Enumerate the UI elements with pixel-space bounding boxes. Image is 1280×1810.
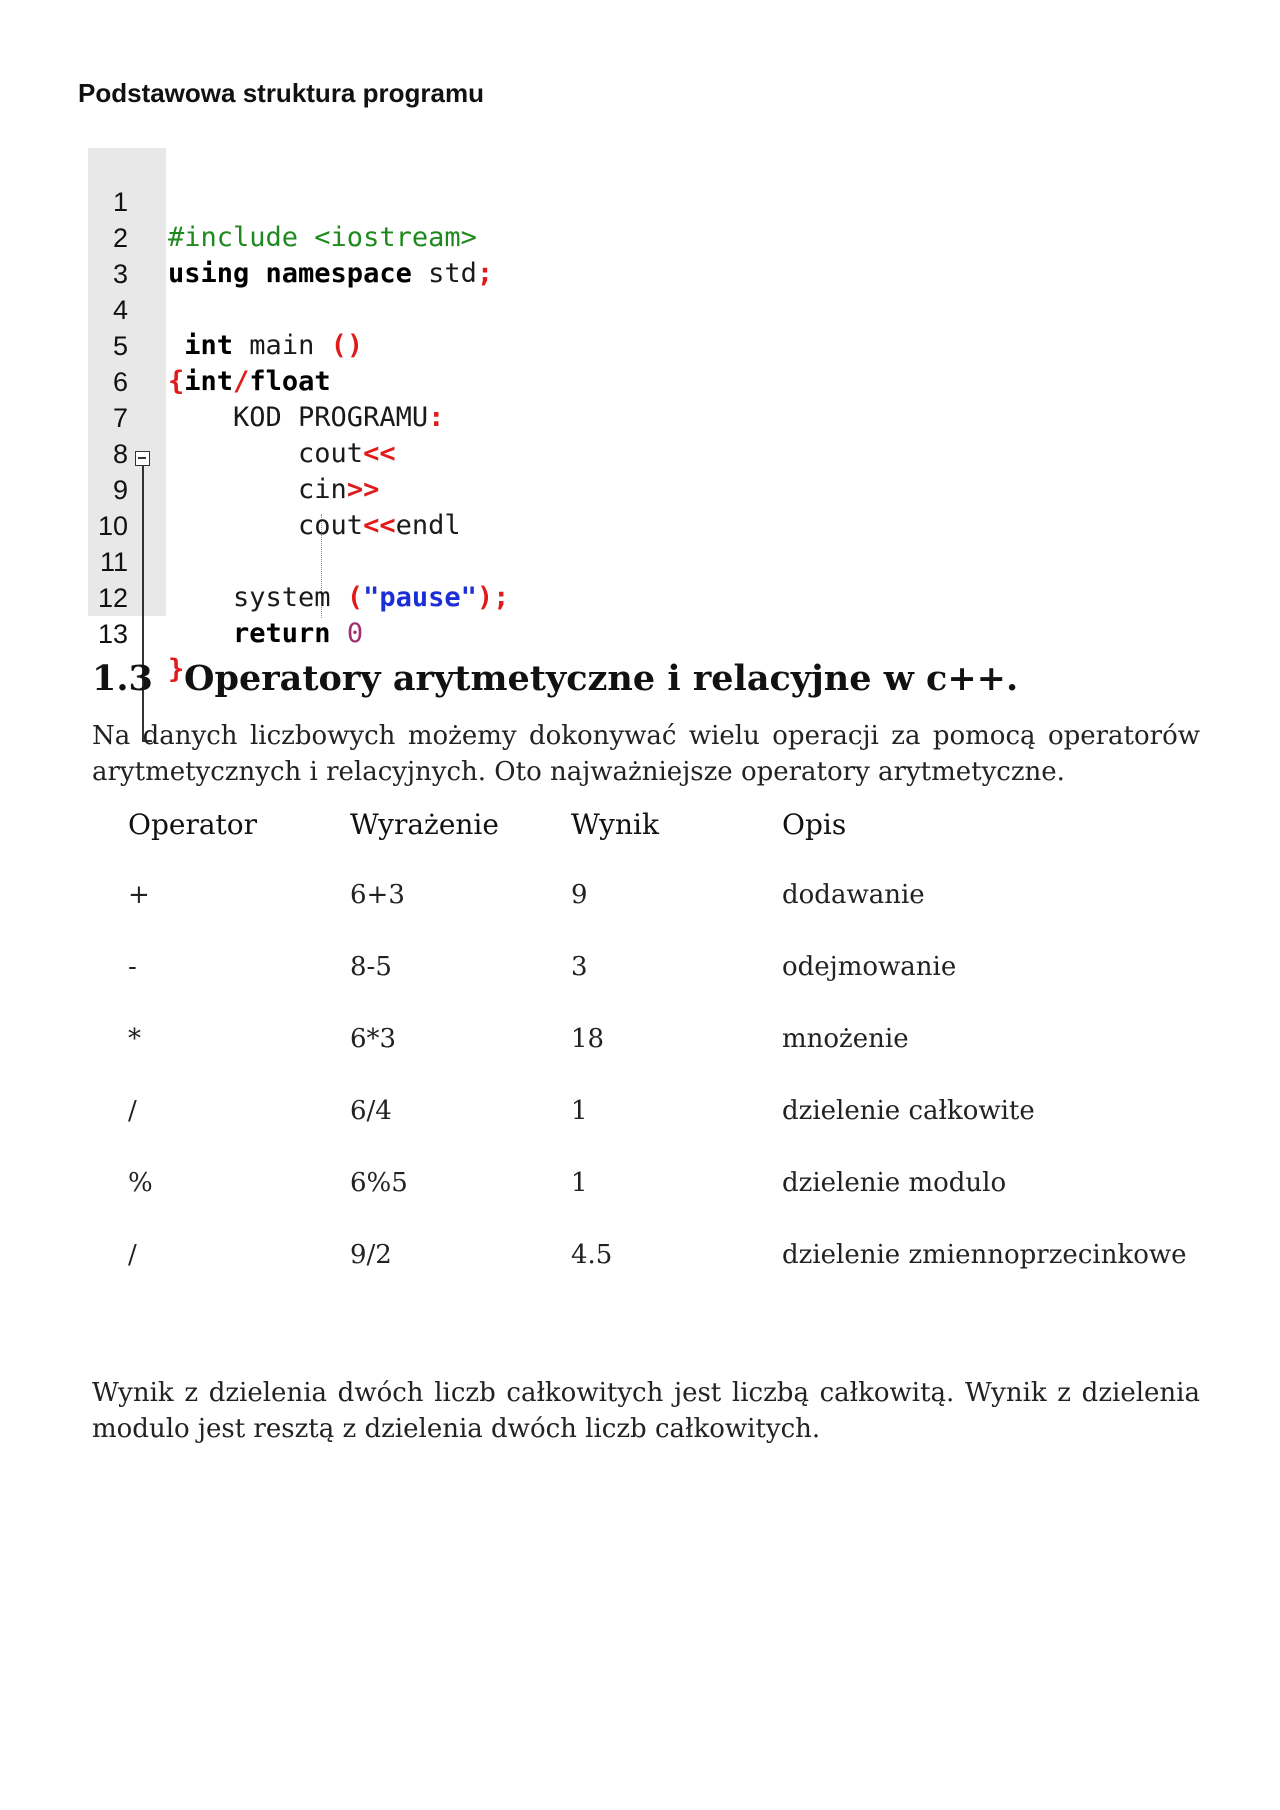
table-row — [128, 1168, 1228, 1208]
table-row — [128, 880, 1228, 920]
section-heading — [92, 658, 1018, 699]
closing-paragraph: Wynik z dzielenia dwóch liczb całkowitych jest liczbą całkowitą. Wynik z dzielenia modulo jest resztą z dzielenia dwóch liczb całkowitych. — [92, 1378, 1200, 1444]
table-row — [128, 1240, 1228, 1280]
code-text: cin>> — [168, 474, 380, 505]
code-text: system ("pause"); — [168, 582, 510, 613]
table-cell: 8-5 — [350, 952, 392, 982]
code-text: KOD PROGRAMU: — [168, 402, 445, 433]
table-header: Wyrażenie — [350, 808, 499, 841]
table-cell: + — [128, 880, 150, 910]
table-cell: 6*3 — [350, 1024, 397, 1054]
table-cell: dzielenie całkowite — [782, 1096, 1035, 1126]
table-cell: 4.5 — [571, 1240, 613, 1270]
line-number: 4 — [112, 295, 128, 325]
code-line — [88, 256, 558, 361]
table-cell: * — [128, 1024, 141, 1054]
table-header: Operator — [128, 808, 258, 841]
table-row — [128, 1024, 1228, 1064]
section-number: 1.3 — [92, 658, 153, 699]
line-number: 6 — [112, 367, 128, 397]
table-cell: 6%5 — [350, 1168, 408, 1198]
table-cell: 6+3 — [350, 880, 405, 910]
line-number: 5 — [112, 331, 128, 361]
line-number: 3 — [112, 259, 128, 289]
table-cell: 9 — [571, 880, 588, 910]
line-number: 10 — [97, 511, 128, 541]
code-block — [88, 148, 558, 685]
table-cell: 3 — [571, 952, 588, 982]
code-text: } — [168, 654, 185, 685]
table-cell: 9/2 — [350, 1240, 392, 1270]
table-header: Opis — [782, 808, 847, 841]
line-number: 7 — [112, 403, 128, 433]
intro-paragraph: Na danych liczbowych możemy dokonywać wielu operacji za pomocą operatorów arytmetycznych i relacyjnych. Oto najważniejsze operatory arytmetyczne. — [92, 721, 1200, 787]
line-number: 13 — [97, 619, 128, 649]
code-line — [88, 148, 558, 253]
code-text: return 0 — [233, 618, 364, 649]
table-cell: / — [128, 1096, 137, 1126]
table-row — [128, 952, 1228, 992]
code-text: {int/float — [168, 366, 331, 397]
table-cell: 6/4 — [350, 1096, 392, 1126]
line-number: 9 — [112, 475, 128, 505]
code-text: #include <iostream> — [168, 222, 477, 253]
table-header: Wynik — [571, 808, 659, 841]
line-number: 2 — [112, 223, 128, 253]
table-cell: / — [128, 1240, 137, 1270]
table-cell: - — [128, 952, 137, 982]
code-text: cout<< — [168, 438, 396, 469]
line-number: 1 — [112, 187, 128, 217]
table-cell: dzielenie zmiennoprzecinkowe — [782, 1240, 1187, 1270]
table-cell: 1 — [571, 1168, 588, 1198]
code-text: int main () — [184, 330, 364, 361]
table-cell: dzielenie modulo — [782, 1168, 1007, 1198]
line-number: 8 — [112, 439, 128, 469]
table-cell: dodawanie — [782, 880, 925, 910]
table-cell: odejmowanie — [782, 952, 957, 982]
table-cell: 18 — [571, 1024, 605, 1054]
table-cell: 1 — [571, 1096, 588, 1126]
document-title: Podstawowa struktura programu — [78, 78, 484, 108]
section-title: Operatory arytmetyczne i relacyjne w c++. — [184, 658, 1019, 699]
table-cell: mnożenie — [782, 1024, 909, 1054]
line-number: 11 — [99, 547, 128, 577]
line-number: 12 — [97, 583, 128, 613]
code-text: using namespace std; — [168, 258, 494, 289]
table-row — [128, 1096, 1228, 1136]
table-cell: % — [128, 1168, 153, 1198]
code-text: cout<<endl — [168, 510, 461, 541]
